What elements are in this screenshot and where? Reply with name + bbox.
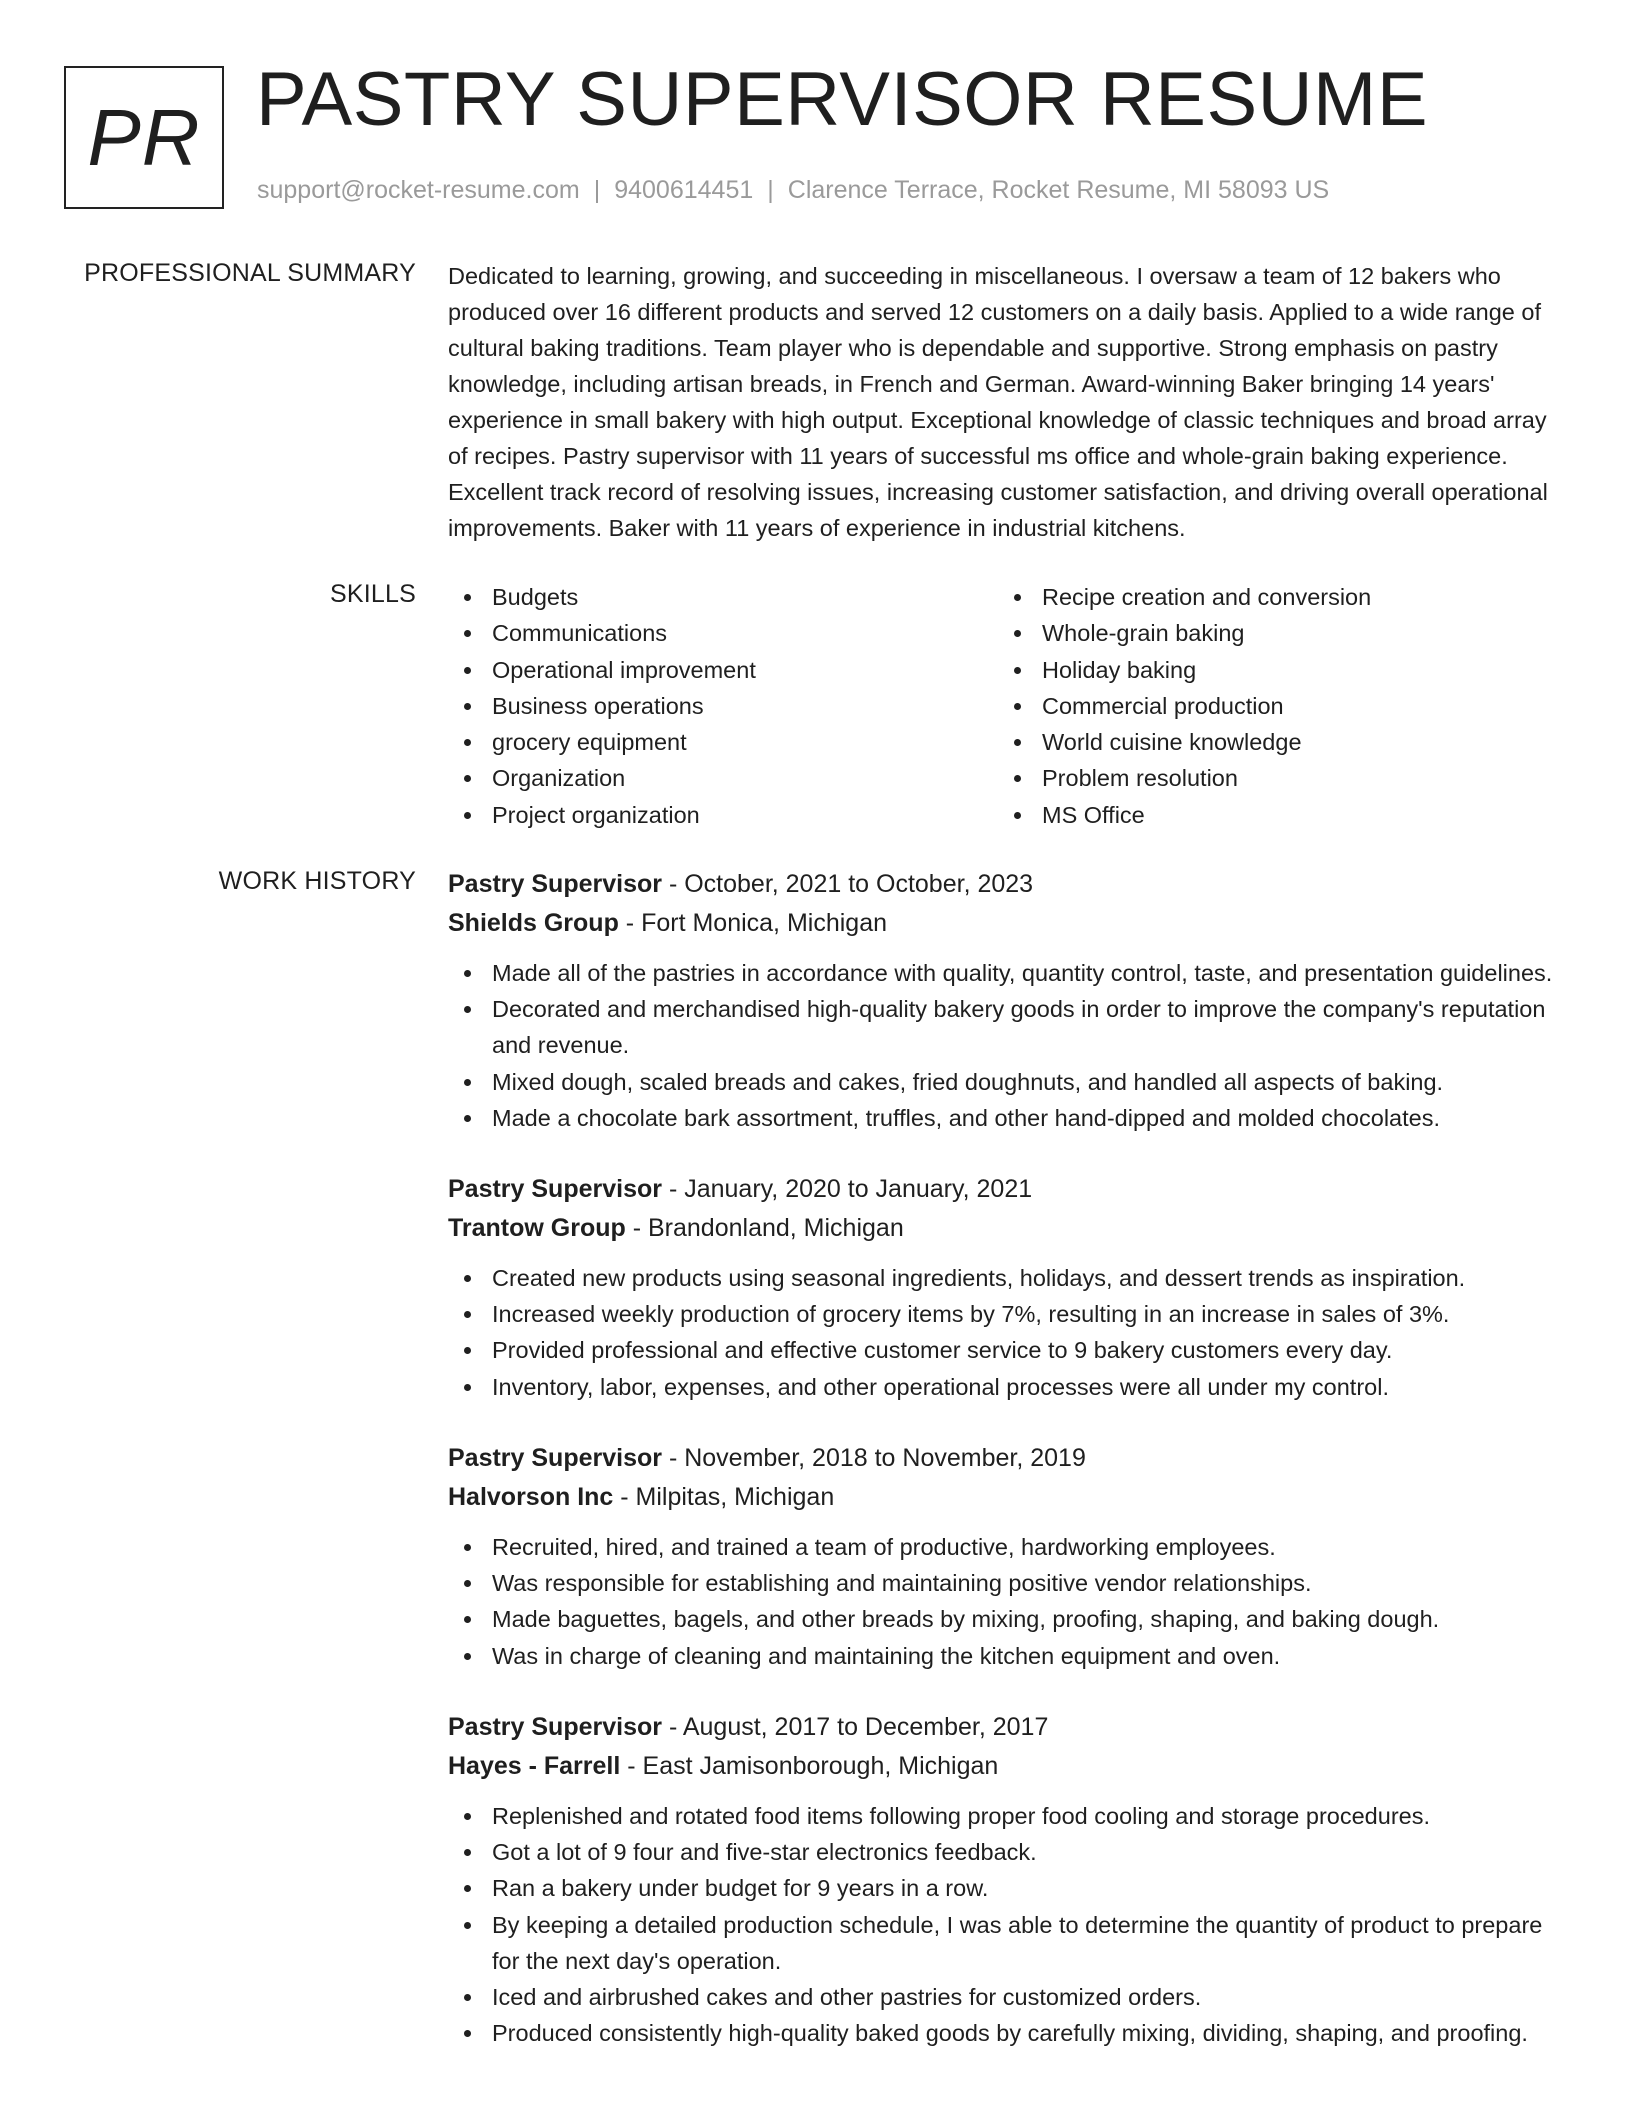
contact-address: Clarence Terrace, Rocket Resume, MI 58093 US	[787, 176, 1330, 204]
job-title-line	[448, 865, 1568, 904]
skill-item: Operational improvement	[448, 652, 998, 688]
job-title: Pastry Supervisor	[448, 1712, 662, 1741]
job-company-line	[448, 1209, 1568, 1248]
job-title: Pastry Supervisor	[448, 870, 662, 898]
job-company: Halvorson Inc	[448, 1482, 614, 1511]
skill-item: Recipe creation and conversion	[998, 579, 1548, 615]
contact-email: support@rocket-resume.com	[257, 176, 580, 204]
skill-item: Project organization	[448, 797, 998, 833]
summary-text: Dedicated to learning, growing, and succeeding in miscellaneous. I oversaw a team of 12 bakers who produced over 16 different products and served 12 customers on a daily basis. Applied to a wide range of cultural baking traditions. Team player who is dependable and supportive. Strong emphasis on pastry knowledge, including artisan breads, in French and German. Award-winning Baker bringing 14 years' experience in small bakery with high output. Exceptional knowledge of classic techniques and broad array of recipes. Pastry supervisor with 11 years of successful ms office and whole-grain baking experience. Excellent track record of resolving issues, increasing customer satisfaction, and driving overall operational improvements. Baker with 11 years of experience in industrial kitchens.	[448, 263, 1548, 541]
job-company-line	[448, 904, 1568, 943]
job-dates: - October, 2021 to October, 2023	[662, 870, 1034, 898]
job-bullet: Was responsible for establishing and maintaining positive vendor relationships.	[448, 1565, 1568, 1601]
job-dates: - November, 2018 to November, 2019	[662, 1443, 1086, 1472]
summary-heading: PROFESSIONAL SUMMARY	[84, 259, 416, 287]
skill-item: Whole-grain baking	[998, 615, 1548, 651]
job-bullet: Got a lot of 9 four and five-star electronics feedback.	[448, 1834, 1568, 1870]
job-bullets	[448, 955, 1568, 1136]
job-title: Pastry Supervisor	[448, 1174, 662, 1203]
job-entry	[448, 1708, 1568, 2051]
job-company-line	[448, 1478, 1568, 1517]
skill-item: Holiday baking	[998, 652, 1548, 688]
job-bullet: Mixed dough, scaled breads and cakes, fried doughnuts, and handled all aspects of baking.	[448, 1064, 1568, 1100]
job-title-line	[448, 1708, 1568, 1747]
job-bullet: Made baguettes, bagels, and other breads by mixing, proofing, shaping, and baking dough.	[448, 1601, 1568, 1637]
job-company: Trantow Group	[448, 1213, 626, 1242]
job-location: - Milpitas, Michigan	[613, 1482, 835, 1511]
job-location: - Brandonland, Michigan	[625, 1213, 904, 1242]
skill-item: Communications	[448, 615, 998, 651]
skills-body	[448, 579, 1568, 833]
work-history-heading: WORK HISTORY	[218, 867, 416, 895]
contact-separator: |	[593, 176, 601, 204]
job-bullet: Increased weekly production of grocery items by 7%, resulting in an increase in sales of 3%.	[448, 1296, 1568, 1332]
skills-column-left	[448, 579, 998, 833]
job-title-line	[448, 1439, 1568, 1478]
job-bullet: Created new products using seasonal ingredients, holidays, and dessert trends as inspiration.	[448, 1260, 1568, 1296]
skill-item: Budgets	[448, 579, 998, 615]
job-company-line	[448, 1747, 1568, 1786]
summary-body	[448, 258, 1568, 546]
job-dates: - January, 2020 to January, 2021	[662, 1174, 1033, 1203]
job-bullet: Decorated and merchandised high-quality bakery goods in order to improve the company's reputation and revenue.	[448, 991, 1568, 1063]
contact-line	[257, 176, 1329, 205]
job-bullet: Ran a bakery under budget for 9 years in a row.	[448, 1870, 1568, 1906]
job-entry	[448, 865, 1568, 1136]
job-bullet: Recruited, hired, and trained a team of productive, hardworking employees.	[448, 1529, 1568, 1565]
job-bullet: Produced consistently high-quality baked goods by carefully mixing, dividing, shaping, and proofing.	[448, 2015, 1568, 2051]
skill-item: MS Office	[998, 797, 1548, 833]
job-company: Hayes - Farrell	[448, 1751, 621, 1780]
monogram-initials: PR	[87, 92, 201, 182]
job-location: - East Jamisonborough, Michigan	[620, 1751, 999, 1780]
job-bullet: Made all of the pastries in accordance with quality, quantity control, taste, and presentation guidelines.	[448, 955, 1568, 991]
job-bullet: Was in charge of cleaning and maintaining the kitchen equipment and oven.	[448, 1638, 1568, 1674]
job-location: - Fort Monica, Michigan	[618, 909, 887, 937]
contact-separator: |	[767, 176, 774, 204]
job-entry	[448, 1439, 1568, 1674]
job-title-line	[448, 1170, 1568, 1209]
skill-item: Business operations	[448, 688, 998, 724]
contact-phone: 9400614451	[614, 176, 754, 204]
job-bullet: Inventory, labor, expenses, and other operational processes were all under my control.	[448, 1369, 1568, 1405]
monogram-box	[64, 66, 224, 209]
skill-item: Problem resolution	[998, 760, 1548, 796]
job-bullets	[448, 1529, 1568, 1674]
job-bullet: Provided professional and effective customer service to 9 bakery customers every day.	[448, 1332, 1568, 1368]
job-dates: - August, 2017 to December, 2017	[662, 1712, 1049, 1741]
job-bullet: Iced and airbrushed cakes and other pastries for customized orders.	[448, 1979, 1568, 2015]
job-entry	[448, 1170, 1568, 1405]
job-bullet: By keeping a detailed production schedule, I was able to determine the quantity of product to prepare for the next day's operation.	[448, 1907, 1568, 1979]
skill-item: World cuisine knowledge	[998, 724, 1548, 760]
page-title: PASTRY SUPERVISOR RESUME	[256, 57, 1429, 142]
job-bullets	[448, 1260, 1568, 1405]
job-bullets	[448, 1798, 1568, 2051]
skills-column-right	[998, 579, 1548, 833]
job-bullet: Made a chocolate bark assortment, truffles, and other hand-dipped and molded chocolates.	[448, 1100, 1568, 1136]
skills-heading: SKILLS	[330, 580, 416, 608]
job-title: Pastry Supervisor	[448, 1443, 662, 1472]
job-company: Shields Group	[448, 909, 619, 937]
skill-item: Commercial production	[998, 688, 1548, 724]
job-bullet: Replenished and rotated food items following proper food cooling and storage procedures.	[448, 1798, 1568, 1834]
skill-item: Organization	[448, 760, 998, 796]
skill-item: grocery equipment	[448, 724, 998, 760]
work-history-body	[448, 865, 1568, 2085]
